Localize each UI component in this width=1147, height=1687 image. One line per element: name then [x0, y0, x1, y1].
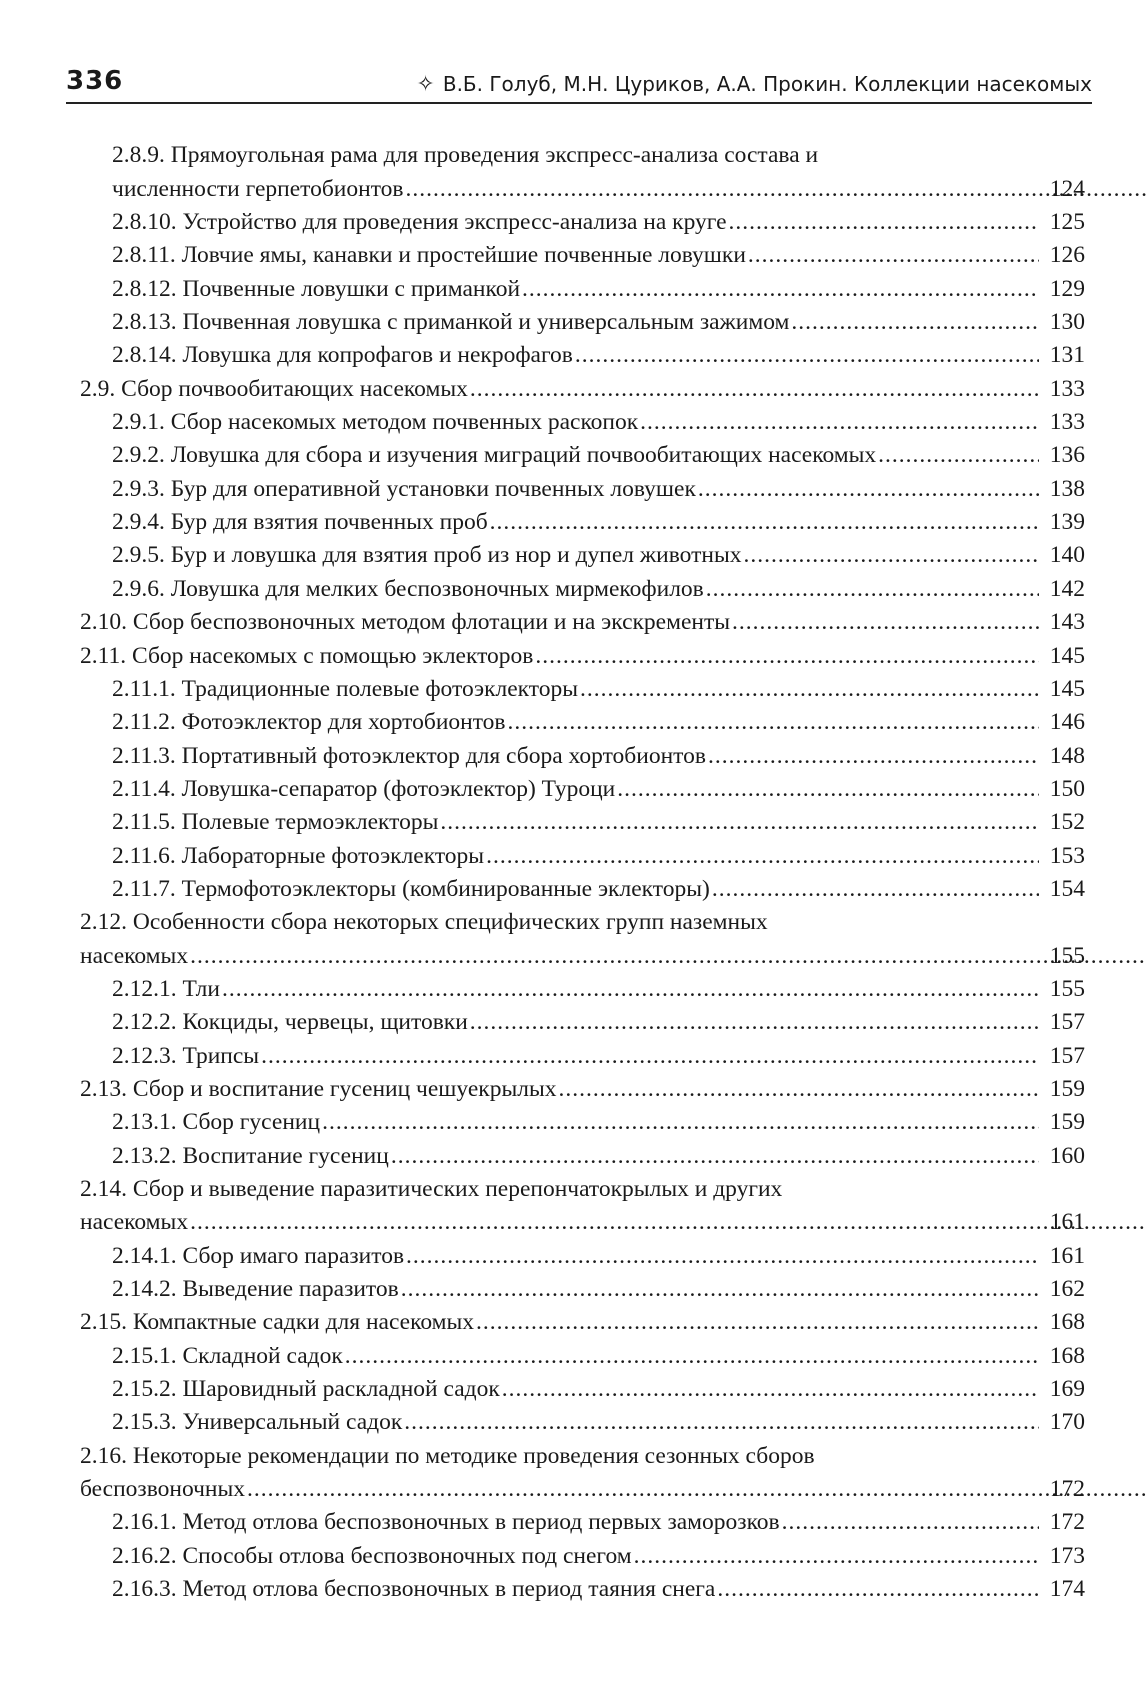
- toc-entry-page: 159: [1049, 1109, 1085, 1136]
- toc-entry: [0, 736, 1147, 769]
- page-number: 336: [66, 66, 124, 96]
- toc-entry-page: 142: [1049, 575, 1085, 602]
- toc-entry: [0, 1503, 1147, 1536]
- toc-entry: [0, 1170, 1147, 1237]
- dot-leader: [791, 308, 1039, 336]
- toc-entry: [0, 269, 1147, 302]
- dot-leader: [401, 1275, 1039, 1303]
- toc-entry-page: 154: [1049, 875, 1085, 902]
- dot-leader: [698, 475, 1039, 503]
- dot-leader: [322, 1108, 1039, 1136]
- toc-entry-title: численности герпетобионтов: [112, 175, 404, 202]
- toc-entry-title: 2.9.1. Сбор насекомых методом почвенных раскопок: [112, 409, 639, 436]
- toc-entry: [0, 1403, 1147, 1436]
- toc-entry-title: 2.12.2. Кокциды, червецы, щитовки: [112, 1009, 468, 1036]
- toc-entry-title: 2.10. Сбор беспозвоночных методом флотации и на экскременты: [80, 609, 731, 636]
- toc-entry-page: 131: [1049, 342, 1085, 369]
- toc-entry-title: насекомых: [80, 1209, 189, 1236]
- dot-leader: [744, 541, 1040, 569]
- toc-entry-title: 2.11. Сбор насекомых с помощью эклекторов: [80, 642, 534, 669]
- toc-entry-page: 140: [1049, 542, 1085, 569]
- dot-leader: [486, 842, 1039, 870]
- running-head-text: В.Б. Голуб, М.Н. Цуриков, А.А. Прокин. Коллекции насекомых: [442, 72, 1092, 96]
- toc-entry-title: 2.13. Сбор и воспитание гусениц чешуекрылых: [80, 1075, 557, 1102]
- dot-leader: [345, 1342, 1039, 1370]
- toc-entry-title: 2.11.5. Полевые термоэклекторы: [112, 809, 439, 836]
- dot-leader: [712, 875, 1039, 903]
- toc-entry: [0, 336, 1147, 369]
- toc-entry-page: 168: [1049, 1342, 1085, 1369]
- toc-entry: [0, 203, 1147, 236]
- toc-entry: [0, 1570, 1147, 1603]
- toc-entry: [0, 503, 1147, 536]
- toc-entry-page: 161: [1049, 1209, 1085, 1236]
- dot-leader: [617, 775, 1039, 803]
- dot-leader: [404, 1408, 1039, 1436]
- dot-leader: [502, 1375, 1039, 1403]
- dot-leader: [391, 1142, 1039, 1170]
- toc-entry-title-line: 2.12. Особенности сбора некоторых специфических групп наземных: [80, 909, 768, 936]
- toc-entry: [0, 703, 1147, 736]
- toc-entry-page: 152: [1049, 809, 1085, 836]
- toc-entry: [0, 469, 1147, 502]
- toc-entry: [0, 1303, 1147, 1336]
- toc-entry-page: 161: [1049, 1242, 1085, 1269]
- toc-entry: [0, 1536, 1147, 1569]
- dot-leader: [406, 1242, 1039, 1270]
- toc-entry-title: 2.15. Компактные садки для насекомых: [80, 1309, 475, 1336]
- toc-entry-page: 145: [1049, 675, 1085, 702]
- toc-entry-page: 173: [1049, 1542, 1085, 1569]
- toc-entry: [0, 236, 1147, 269]
- toc-entry-title: 2.12.1. Тли: [112, 975, 220, 1002]
- dot-leader: [559, 1075, 1040, 1103]
- toc-entry: [0, 870, 1147, 903]
- toc-entry-page: 160: [1049, 1142, 1085, 1169]
- toc-entry-page: 133: [1049, 375, 1085, 402]
- toc-entry-title: 2.14.1. Сбор имаго паразитов: [112, 1242, 405, 1269]
- toc-entry-title: 2.9.5. Бур и ловушка для взятия проб из нор и дупел животных: [112, 542, 742, 569]
- toc-entry-title: 2.11.1. Традиционные полевые фотоэклекторы: [112, 675, 578, 702]
- dot-leader: [522, 275, 1039, 303]
- dot-leader: [476, 1308, 1039, 1336]
- toc-entry-page: 130: [1049, 309, 1085, 336]
- toc-entry: [0, 536, 1147, 569]
- dot-leader: [732, 608, 1039, 636]
- toc-entry-title: 2.11.2. Фотоэклектор для хортобионтов: [112, 709, 506, 736]
- toc-entry-title: 2.8.14. Ловушка для копрофагов и некрофагов: [112, 342, 573, 369]
- toc-entry-title-line: 2.14. Сбор и выведение паразитических перепончатокрылых и других: [80, 1176, 783, 1202]
- dot-leader: [535, 642, 1039, 670]
- dot-leader: [490, 508, 1039, 536]
- toc-entry-page: 174: [1049, 1576, 1085, 1603]
- toc-entry-page: 145: [1049, 642, 1085, 669]
- toc-entry-title: 2.12.3. Трипсы: [112, 1042, 260, 1069]
- toc-entry-title: 2.9.3. Бур для оперативной установки почвенных ловушек: [112, 475, 696, 502]
- dot-leader: [878, 441, 1039, 469]
- dot-leader: [580, 675, 1039, 703]
- toc-entry-title: 2.13.1. Сбор гусениц: [112, 1109, 321, 1136]
- toc-entry-title: 2.8.12. Почвенные ловушки с приманкой: [112, 275, 521, 302]
- toc-entry-page: 168: [1049, 1309, 1085, 1336]
- dot-leader: [190, 942, 1147, 970]
- toc-entry-title: 2.11.3. Портативный фотоэклектор для сбора хортобионтов: [112, 742, 706, 769]
- toc-entry-page: 138: [1049, 475, 1085, 502]
- toc-entry-page: 153: [1049, 842, 1085, 869]
- toc-entry-page: 133: [1049, 409, 1085, 436]
- toc-entry-title: беспозвоночных: [80, 1476, 246, 1503]
- toc-entry-title: 2.8.11. Ловчие ямы, канавки и простейшие почвенные ловушки: [112, 242, 746, 269]
- toc-entry-title: насекомых: [80, 942, 189, 969]
- toc-entry: [0, 369, 1147, 402]
- dot-leader: [575, 341, 1039, 369]
- dot-leader: [729, 208, 1039, 236]
- toc-entry-title: 2.8.13. Почвенная ловушка с приманкой и универсальным зажимом: [112, 309, 790, 336]
- toc-entry: [0, 136, 1147, 203]
- page-header: [66, 62, 1092, 104]
- toc-entry: [0, 1003, 1147, 1036]
- dot-leader: [470, 1008, 1039, 1036]
- toc-entry-page: 159: [1049, 1075, 1085, 1102]
- table-of-contents: [0, 136, 1147, 1603]
- toc-entry: [0, 903, 1147, 970]
- dot-leader: [470, 375, 1039, 403]
- toc-entry-title: 2.11.4. Ловушка-сепаратор (фотоэклектор) Туроци: [112, 775, 616, 802]
- toc-entry-title: 2.8.10. Устройство для проведения экспресс-анализа на круге: [112, 209, 727, 236]
- toc-entry-page: 148: [1049, 742, 1085, 769]
- toc-entry-page: 125: [1049, 209, 1085, 236]
- toc-entry-title: 2.9. Сбор почвообитающих насекомых: [80, 375, 468, 402]
- dot-leader: [440, 808, 1039, 836]
- toc-entry-title: 2.15.1. Складной садок: [112, 1342, 343, 1369]
- toc-entry: [0, 636, 1147, 669]
- toc-entry: [0, 1070, 1147, 1103]
- dot-leader: [748, 241, 1039, 269]
- toc-entry-title: 2.16.2. Способы отлова беспозвоночных под снегом: [112, 1542, 632, 1569]
- toc-entry: [0, 770, 1147, 803]
- toc-entry-title: 2.9.2. Ловушка для сбора и изучения миграций почвообитающих насекомых: [112, 442, 877, 469]
- toc-entry: [0, 1103, 1147, 1136]
- toc-entry-page: 170: [1049, 1409, 1085, 1436]
- toc-entry-page: 143: [1049, 609, 1085, 636]
- toc-entry-title-line: 2.8.9. Прямоугольная рама для проведения экспресс-анализа состава и: [112, 142, 819, 169]
- toc-entry-page: 146: [1049, 709, 1085, 736]
- toc-entry: [0, 1236, 1147, 1269]
- ornament-icon: ✧: [416, 72, 435, 97]
- toc-entry-page: 150: [1049, 775, 1085, 802]
- toc-entry-page: 169: [1049, 1376, 1085, 1403]
- toc-entry: [0, 303, 1147, 336]
- toc-entry-title: 2.15.2. Шаровидный раскладной садок: [112, 1376, 500, 1403]
- toc-entry-title: 2.14.2. Выведение паразитов: [112, 1276, 399, 1303]
- toc-entry: [0, 1370, 1147, 1403]
- toc-entry: [0, 403, 1147, 436]
- dot-leader: [190, 1208, 1147, 1236]
- toc-entry-title: 2.15.3. Универсальный садок: [112, 1409, 403, 1436]
- toc-entry-page: 157: [1049, 1042, 1085, 1069]
- toc-entry-page: 136: [1049, 442, 1085, 469]
- dot-leader: [247, 1475, 1147, 1503]
- dot-leader: [717, 1575, 1039, 1603]
- dot-leader: [508, 708, 1039, 736]
- dot-leader: [708, 742, 1039, 770]
- toc-entry: [0, 970, 1147, 1003]
- toc-entry-title: 2.16.1. Метод отлова беспозвоночных в период первых заморозков: [112, 1509, 780, 1536]
- toc-entry-title: 2.11.7. Термофотоэклекторы (комбинированные эклекторы): [112, 875, 710, 902]
- toc-entry: [0, 1036, 1147, 1069]
- running-head: [416, 72, 1092, 97]
- dot-leader: [782, 1508, 1039, 1536]
- toc-entry-page: 139: [1049, 509, 1085, 536]
- toc-entry-title: 2.11.6. Лабораторные фотоэклекторы: [112, 842, 485, 869]
- toc-entry: [0, 1270, 1147, 1303]
- dot-leader: [406, 175, 1147, 203]
- toc-entry-title: 2.9.4. Бур для взятия почвенных проб: [112, 509, 488, 536]
- toc-entry-title: 2.9.6. Ловушка для мелких беспозвоночных мирмекофилов: [112, 575, 704, 602]
- toc-entry-page: 124: [1049, 175, 1085, 202]
- toc-entry-page: 155: [1049, 942, 1085, 969]
- toc-entry: [0, 1136, 1147, 1169]
- toc-entry: [0, 670, 1147, 703]
- toc-entry: [0, 603, 1147, 636]
- toc-entry-title-line: 2.16. Некоторые рекомендации по методике проведения сезонных сборов: [80, 1442, 815, 1469]
- dot-leader: [634, 1542, 1039, 1570]
- toc-entry-page: 162: [1049, 1276, 1085, 1303]
- dot-leader: [222, 975, 1039, 1003]
- toc-entry: [0, 1336, 1147, 1369]
- toc-entry-page: 126: [1049, 242, 1085, 269]
- dot-leader: [261, 1042, 1039, 1070]
- toc-entry-page: 155: [1049, 975, 1085, 1002]
- toc-entry: [0, 803, 1147, 836]
- toc-entry-page: 172: [1049, 1509, 1085, 1536]
- dot-leader: [706, 575, 1039, 603]
- toc-entry-page: 157: [1049, 1009, 1085, 1036]
- toc-entry-title: 2.16.3. Метод отлова беспозвоночных в период таяния снега: [112, 1576, 716, 1603]
- toc-entry-page: 172: [1049, 1476, 1085, 1503]
- toc-entry-page: 129: [1049, 275, 1085, 302]
- dot-leader: [640, 408, 1039, 436]
- toc-entry: [0, 569, 1147, 602]
- toc-entry-title: 2.13.2. Воспитание гусениц: [112, 1142, 389, 1169]
- toc-entry: [0, 1436, 1147, 1503]
- toc-entry: [0, 836, 1147, 869]
- toc-entry: [0, 436, 1147, 469]
